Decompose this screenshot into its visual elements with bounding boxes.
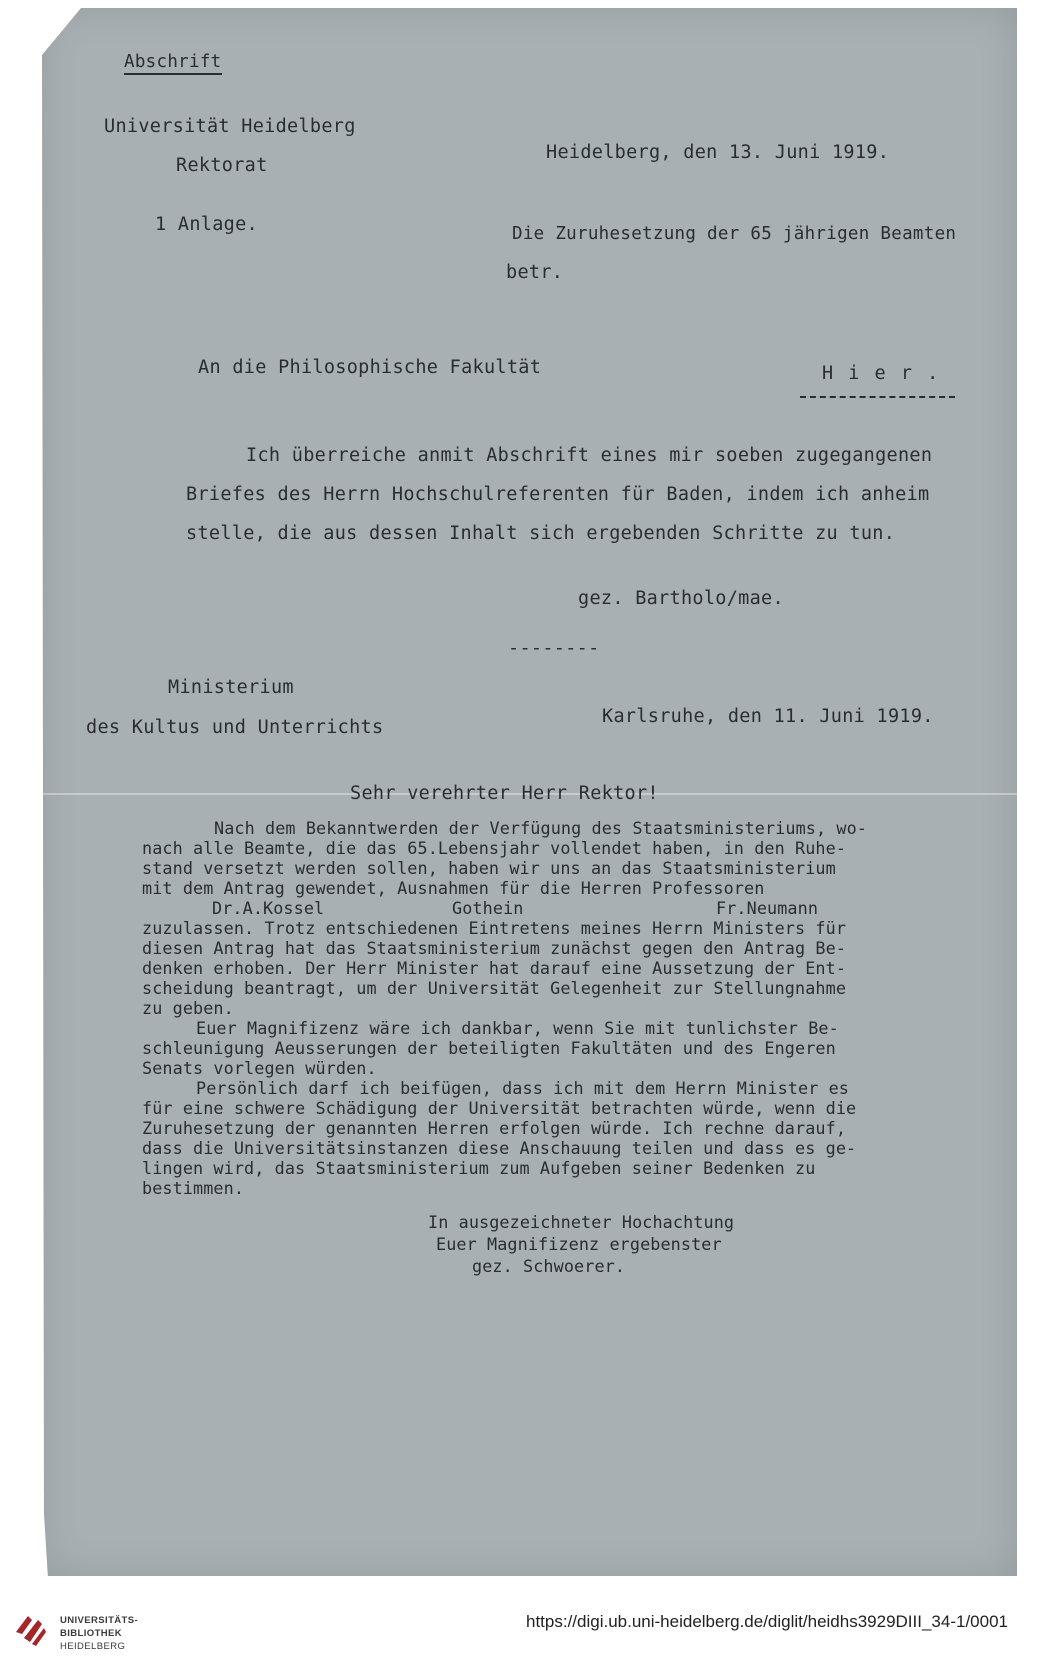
enclosure-note: 1 Anlage. xyxy=(155,214,258,235)
letter-line: scheidung beantragt, um der Universität Gelegenheit zur Stellungnahme xyxy=(142,978,847,998)
ministry-department: des Kultus und Unterrichts xyxy=(86,717,384,738)
logo-text-line1: UNIVERSITÄTS- xyxy=(60,1615,139,1626)
location-underline xyxy=(800,396,955,398)
body-line: Ich überreiche anmit Abschrift eines mir soeben zugegangenen xyxy=(246,445,933,466)
professor-kossel: Dr.A.Kossel xyxy=(212,898,325,918)
sender-university: Universität Heidelberg xyxy=(104,116,356,137)
letter-line: mit dem Antrag gewendet, Ausnahmen für die Herren Professoren xyxy=(142,878,765,898)
closing-line: In ausgezeichneter Hochachtung xyxy=(428,1212,735,1232)
body-line: Briefes des Herrn Hochschulreferenten für Baden, indem ich anheim xyxy=(186,484,930,505)
separator: -------- xyxy=(508,638,600,659)
library-logo-icon xyxy=(12,1610,48,1650)
place-date: Heidelberg, den 13. Juni 1919. xyxy=(546,142,890,163)
letter-line: zuzulassen. Trotz entschiedenen Eintretens meines Herrn Ministers für xyxy=(142,918,847,938)
sender-rectorate: Rektorat xyxy=(176,155,268,176)
letter-line: nach alle Beamte, die das 65.Lebensjahr vollendet haben, in den Ruhe- xyxy=(142,838,847,858)
closing-signature: gez. Schwoerer. xyxy=(472,1256,626,1276)
logo-text-line2: BIBLIOTHEK xyxy=(60,1628,123,1639)
letter-line: denken erhoben. Der Herr Minister hat darauf eine Aussetzung der Ent- xyxy=(142,958,847,978)
letter-line: zu geben. xyxy=(142,998,234,1018)
subject-betr: betr. xyxy=(506,262,564,283)
letter-line: lingen wird, das Staatsministerium zum Aufgeben seiner Bedenken zu xyxy=(142,1158,816,1178)
professor-gothein: Gothein xyxy=(452,898,524,918)
professor-neumann: Fr.Neumann xyxy=(716,898,819,918)
letter-line: diesen Antrag hat das Staatsministerium zunächst gegen den Antrag Be- xyxy=(142,938,847,958)
ministry-name: Ministerium xyxy=(168,677,294,698)
letter-line: Euer Magnifizenz wäre ich dankbar, wenn Sie mit tunlichster Be- xyxy=(196,1018,839,1038)
addressee: An die Philosophische Fakultät xyxy=(198,357,542,378)
letter-line: Persönlich darf ich beifügen, dass ich mit dem Herrn Minister es xyxy=(196,1078,850,1098)
location-hier: H i e r . xyxy=(822,363,941,384)
copy-mark: Abschrift xyxy=(124,52,222,75)
signature-bartholomae: gez. Bartholo/mae. xyxy=(578,588,784,609)
letter-line: Senats vorlegen würden. xyxy=(142,1058,377,1078)
letter-line: für eine schwere Schädigung der Universität betrachten würde, wenn die xyxy=(142,1098,857,1118)
closing-line: Euer Magnifizenz ergebenster xyxy=(436,1234,722,1254)
body-line: stelle, die aus dessen Inhalt sich ergebenden Schritte zu tun. xyxy=(186,523,896,544)
letter-line: bestimmen. xyxy=(142,1178,245,1198)
permalink-url[interactable]: https://digi.ub.uni-heidelberg.de/diglit/heidhs3929DIII_34-1/0001 xyxy=(525,1612,1008,1631)
letter-line: Nach dem Bekanntwerden der Verfügung des Staatsministeriums, wo- xyxy=(214,818,868,838)
salutation: Sehr verehrter Herr Rektor! xyxy=(350,783,659,804)
letter-line: dass die Universitätsinstanzen diese Anschauung teilen und dass es ge- xyxy=(142,1138,857,1158)
subject-line: Die Zuruhesetzung der 65 jährigen Beamten xyxy=(512,224,957,244)
logo-text-line3: HEIDELBERG xyxy=(60,1641,126,1652)
letter-line: schleunigung Aeusserungen der beteiligten Fakultäten und des Engeren xyxy=(142,1038,836,1058)
letter-line: stand versetzt werden sollen, haben wir uns an das Staatsministerium xyxy=(142,858,836,878)
letter-place-date: Karlsruhe, den 11. Juni 1919. xyxy=(602,706,934,727)
letter-line: Zuruhesetzung der genannten Herren erfolgen würde. Ich rechne darauf, xyxy=(142,1118,847,1138)
